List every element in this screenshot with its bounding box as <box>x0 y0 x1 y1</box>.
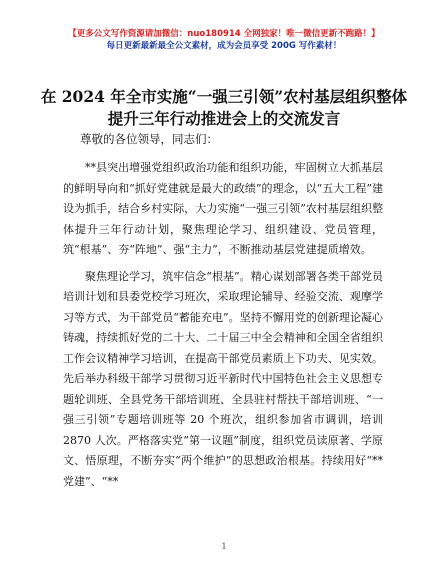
greeting: 尊敬的各位领导，同志们： <box>80 132 218 146</box>
banner-line-2: 每日更新最新最全公文素材，成为会员享受 200G 写作素材！ <box>106 41 342 51</box>
paragraph-1: **县突出增强党组织政治功能和组织功能，牢固树立大抓基层的鲜明导向和“抓好党建就是最大的政绩”的理念，以“五大工程”建设为抓手，结合乡村实际，大力实施“一强三引领”农村基层组织整体提升三年行动计划，聚焦理论学习、组织建设、党员管理，筑“根基”、夯“阵地”、强“主力”，不断推动基层党建提质增效。 <box>63 161 383 256</box>
paragraph-2: 聚焦理论学习，筑牢信念“根基”。精心谋划部署各类干部党员培训计划和县委党校学习班次，采取理论辅导、经验交流、观摩学习等方式，为干部党员“蓄能充电”。坚持不懈用党的创新理论凝心铸魂，持续抓好党的二十大、二十届三中全会精神和全国全省组织工作会议精神学习培训，在提高干部党员素质上下功夫、见实效。先后举办科级干部学习贯彻习近平新时代中国特色社会主义思想专题轮训班、全县党务干部培训班、全县驻村帮扶干部培训班、“一强三引领”专题培训班等 20 个班次，组织参加省市调训，培训 2870 人次。严格落实党“第一议题”制度，组织党员读原著、学原文、悟原理，不断夯实“两个维护”的思想政治根基。持续用好“**党建”、“** <box>63 269 383 488</box>
page-number: 1 <box>221 542 227 551</box>
document-title: 在 2024 年全市实施“一强三引领”农村基层组织整体提升三年行动推进会上的交流发言 <box>40 87 408 128</box>
document-body <box>63 158 383 498</box>
banner-line-1: 【更多公文写作资源请加微信：nuo180914 全网独家！唯一微信更新不跑路！】 <box>68 29 380 39</box>
promo-banner <box>0 28 448 52</box>
